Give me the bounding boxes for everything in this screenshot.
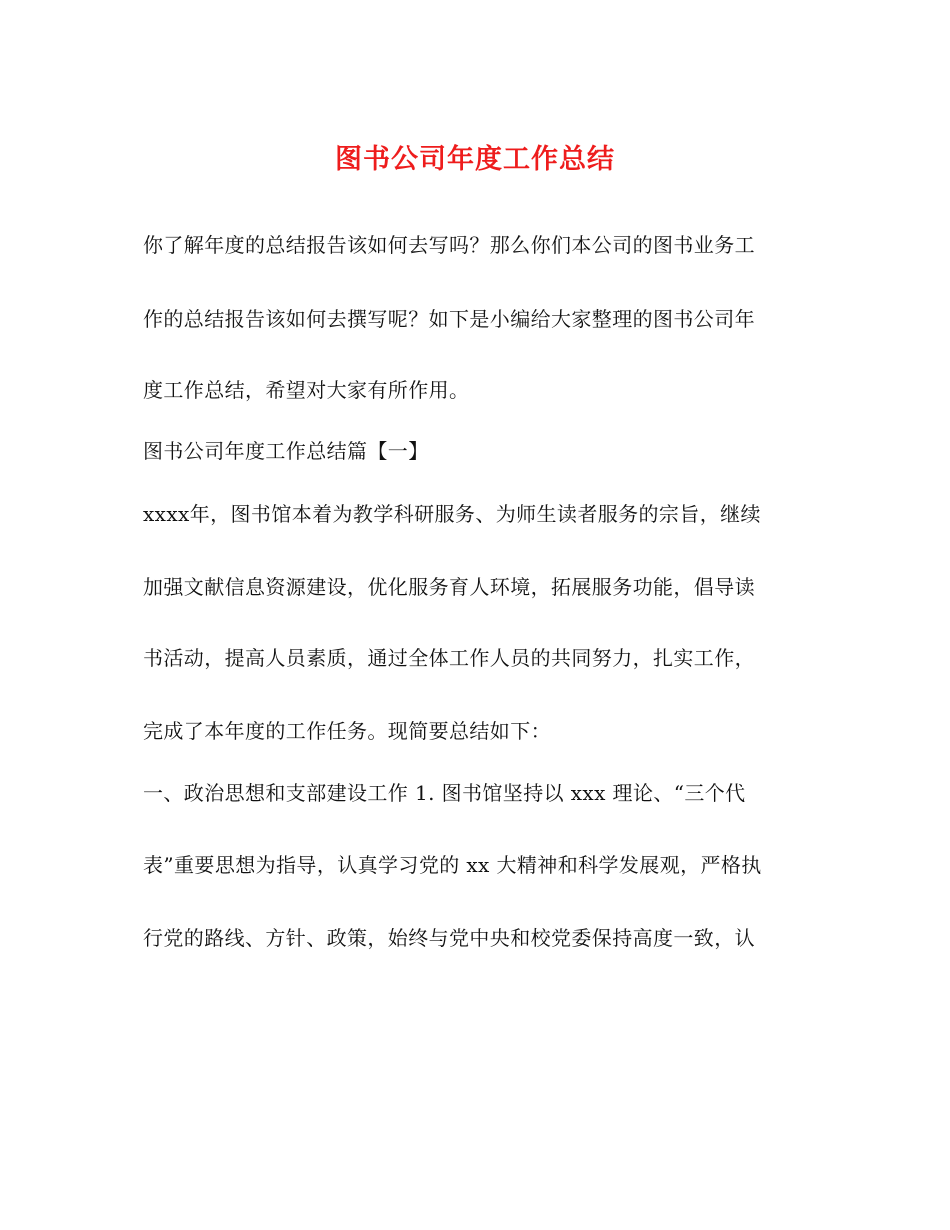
body-line: 行党的路线、方针、政策，始终与党中央和校党委保持高度一致，认 bbox=[143, 926, 755, 950]
body-line: 作的总结报告该如何去撰写呢？如下是小编给大家整理的图书公司年 bbox=[143, 307, 755, 331]
body-line: 加强文献信息资源建设，优化服务育人环境，拓展服务功能，倡导读 bbox=[143, 575, 755, 599]
document-title: 图书公司年度工作总结 bbox=[335, 144, 615, 175]
body-line: xxxx年，图书馆本着为教学科研服务、为师生读者服务的宗旨，继续 bbox=[143, 502, 761, 526]
body-line: 一、政治思想和支部建设工作 1. 图书馆坚持以 xxx 理论、“三个代 bbox=[143, 781, 746, 805]
body-line: 完成了本年度的工作任务。现简要总结如下： bbox=[143, 719, 551, 743]
body-line: 你了解年度的总结报告该如何去写吗？那么你们本公司的图书业务工 bbox=[143, 233, 755, 257]
body-line: 书活动，提高人员素质，通过全体工作人员的共同努力，扎实工作， bbox=[143, 646, 755, 670]
body-line: 度工作总结，希望对大家有所作用。 bbox=[143, 378, 470, 402]
body-line: 表”重要思想为指导，认真学习党的 xx 大精神和科学发展观，严格执 bbox=[143, 853, 762, 877]
section-heading: 图书公司年度工作总结篇【一】 bbox=[143, 439, 429, 463]
